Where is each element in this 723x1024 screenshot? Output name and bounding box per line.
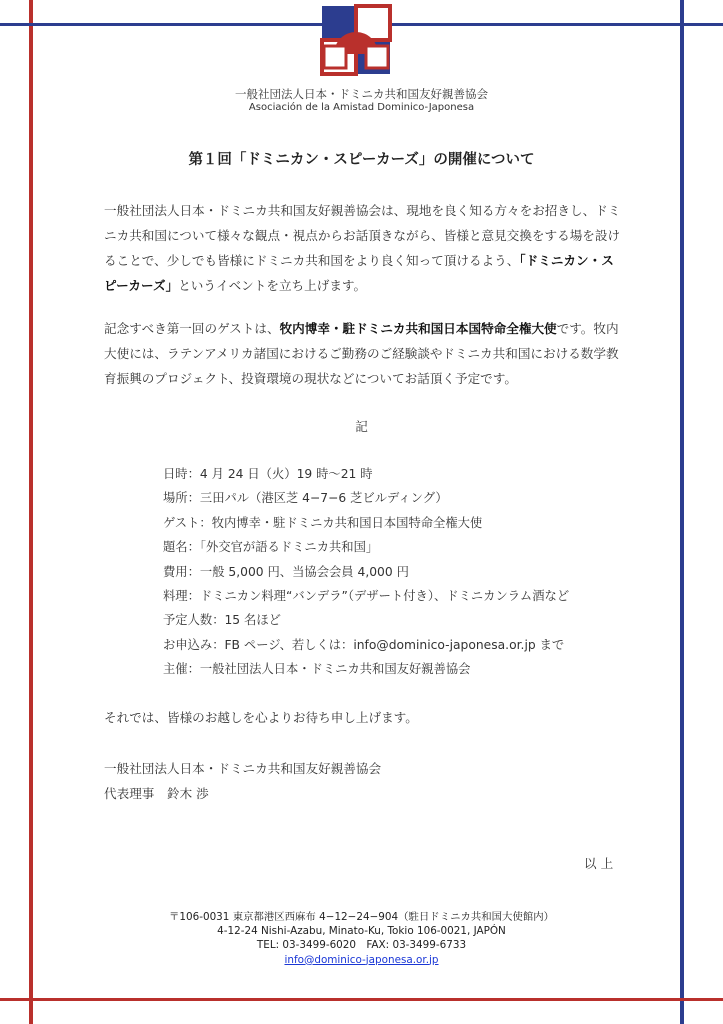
document-title: 第１回「ドミニカン・スピーカーズ」の開催について (188, 152, 535, 168)
detail-organizer: 主催：一般社団法人日本・ドミニカ共和国友好親善協会 (163, 662, 471, 677)
ki-heading: 記 (355, 419, 368, 434)
footer-address-es: 4-12-24 Nishi-Azabu, Minato-Ku, Tokio 106-0021, JAPÓN (217, 925, 506, 938)
guest-text-part1: 記念すべき第一回のゲストは、 (104, 321, 280, 336)
bottom-red-border-line (0, 998, 723, 1001)
detail-fee: 費用：一般 5,000 円、当協会会員 4,000 円 (163, 564, 409, 579)
intro-text-part1: 一般社団法人日本・ドミニカ共和国友好親善協会は、現地を良く知る方々をお招きし、ドミニカ共和国について様々な観点・視点からお話頂きながら、皆様と意見交換をする場を設けることで、少しでも皆様にドミニカ共和国をより良く知って頂けるよう、 (104, 203, 621, 268)
guest-paragraph (104, 316, 624, 391)
detail-topic: 題名：「外交官が語るドミニカ共和国」 (163, 540, 379, 555)
detail-guest: ゲスト：牧内博幸・駐ドミニカ共和国日本国特命全権大使 (163, 515, 483, 530)
intro-paragraph (104, 198, 624, 298)
footer-phone-fax: TEL: 03-3499-6020 FAX: 03-3499-6733 (256, 939, 467, 952)
guest-name: 牧内博幸・駐ドミニカ共和国日本国特命全権大使 (279, 321, 557, 336)
detail-food: 料理：ドミニカン料理“バンデラ”（デザート付き）、ドミニカンラム酒など (163, 588, 570, 603)
guest-text-part2: です。牧内大使には、ラテンアメリカ諸国におけるご勤務のご経験談やドミニカ共和国における数学教育振興のプロジェクト、投資環境の現状などについてお話頂く予定です。 (104, 321, 619, 386)
signature-block (104, 756, 381, 806)
footer-email-link[interactable]: info@dominico-japonesa.or.jp (284, 953, 439, 966)
detail-capacity: 予定人数：15 名ほど (163, 613, 281, 628)
event-name: 「ドミニカン・スピーカーズ」 (104, 253, 614, 293)
footer-address-jp: 〒106-0031 東京都港区西麻布 4−12−24−904（駐日ドミニカ共和国大使館内） (168, 911, 554, 923)
detail-venue: 場所：三田パル（港区芝 4−7−6 芝ビルディング） (163, 491, 448, 506)
footer-contact (0, 910, 723, 967)
detail-datetime: 日時：4 月 24 日（火）19 時～21 時 (163, 467, 373, 481)
ijo-closing-mark: 以 上 (584, 856, 614, 871)
signature-representative: 代表理事 鈴木 渉 (104, 786, 209, 801)
signature-organization: 一般社団法人日本・ドミニカ共和国友好親善協会 (104, 761, 382, 776)
closing-text: それでは、皆様のお越しを心よりお待ち申し上げます。 (104, 710, 418, 725)
event-details-list (163, 462, 569, 682)
association-logo (320, 4, 392, 76)
detail-application: お申込み：FB ページ、若しくは：info@dominico-japonesa.or.jp まで (163, 637, 565, 652)
organization-name-japanese: 一般社団法人日本・ドミニカ共和国友好親善協会 (235, 87, 488, 101)
intro-text-part2: というイベントを立ち上げます。 (178, 278, 367, 293)
organization-name-spanish: Asociación de la Amistad Dominico-Japonesa (248, 102, 475, 113)
